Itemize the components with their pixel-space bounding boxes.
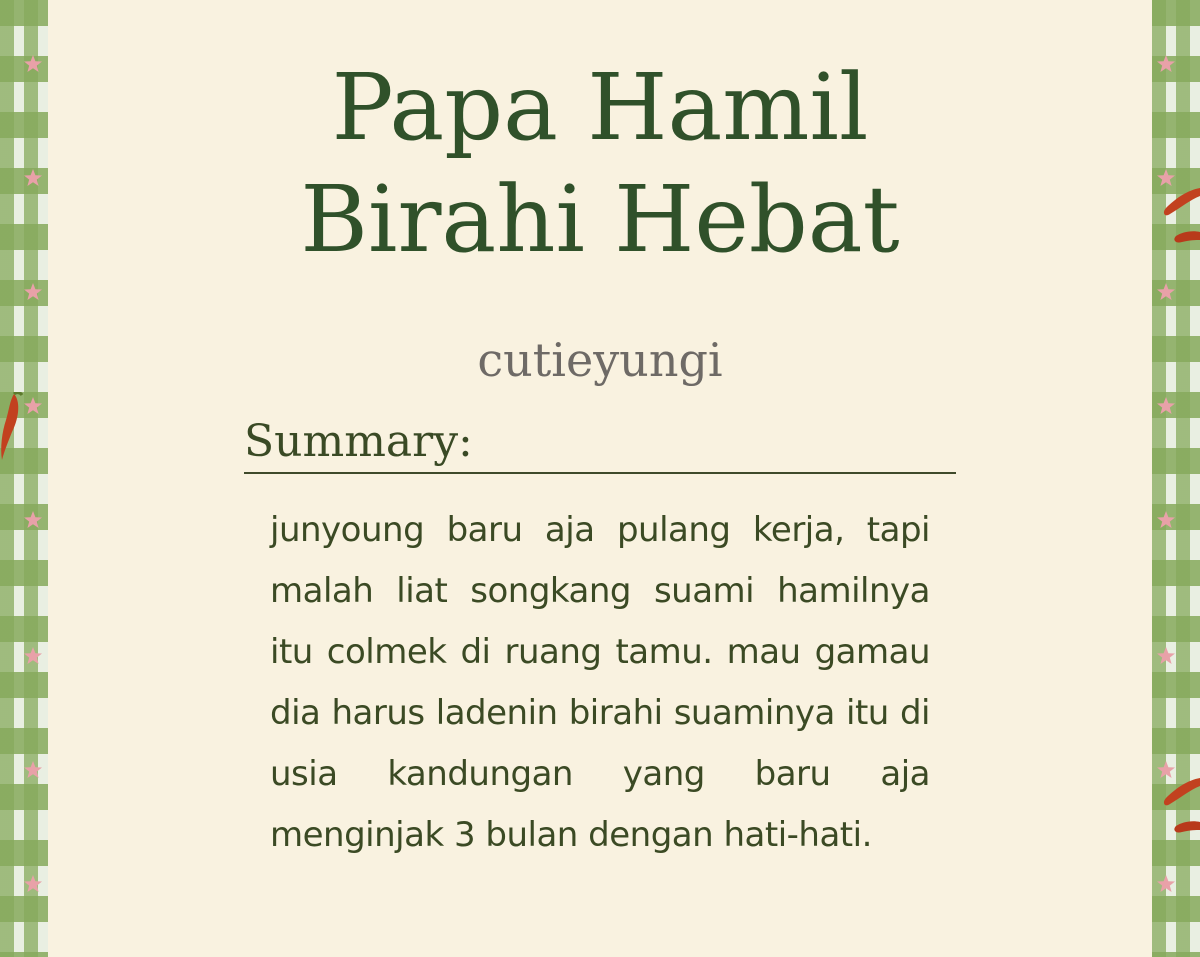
story-title-line-1: Papa Hamil <box>331 54 869 161</box>
star-icon <box>1156 646 1176 666</box>
star-icon <box>23 874 43 894</box>
star-icon <box>23 168 43 188</box>
story-content <box>48 0 1152 957</box>
star-icon <box>1156 54 1176 74</box>
star-icon <box>23 646 43 666</box>
star-icon <box>23 396 43 416</box>
chili-icon <box>1162 774 1200 840</box>
right-gingham-border <box>1152 0 1200 957</box>
star-icon <box>23 510 43 530</box>
star-icon <box>23 760 43 780</box>
left-gingham-border <box>0 0 48 957</box>
chili-icon <box>1162 184 1200 250</box>
star-icon <box>23 54 43 74</box>
author-name[interactable]: cutieyungi <box>477 333 723 387</box>
chili-icon <box>0 392 24 462</box>
summary-heading: Summary: <box>244 412 956 474</box>
star-icon <box>1156 396 1176 416</box>
star-icon <box>1156 874 1176 894</box>
star-icon <box>1156 282 1176 302</box>
summary-text: junyoung baru aja pulang kerja, tapi malah liat songkang suami hamilnya itu colmek di ruang tamu. mau gamau dia harus ladenin birahi suaminya itu di usia kandungan yang baru aja menginjak 3 bulan dengan hati-hati. <box>270 510 930 855</box>
story-title <box>48 52 1152 276</box>
story-title-line-2: Birahi Hebat <box>300 166 900 273</box>
star-icon <box>23 282 43 302</box>
star-icon <box>1156 510 1176 530</box>
